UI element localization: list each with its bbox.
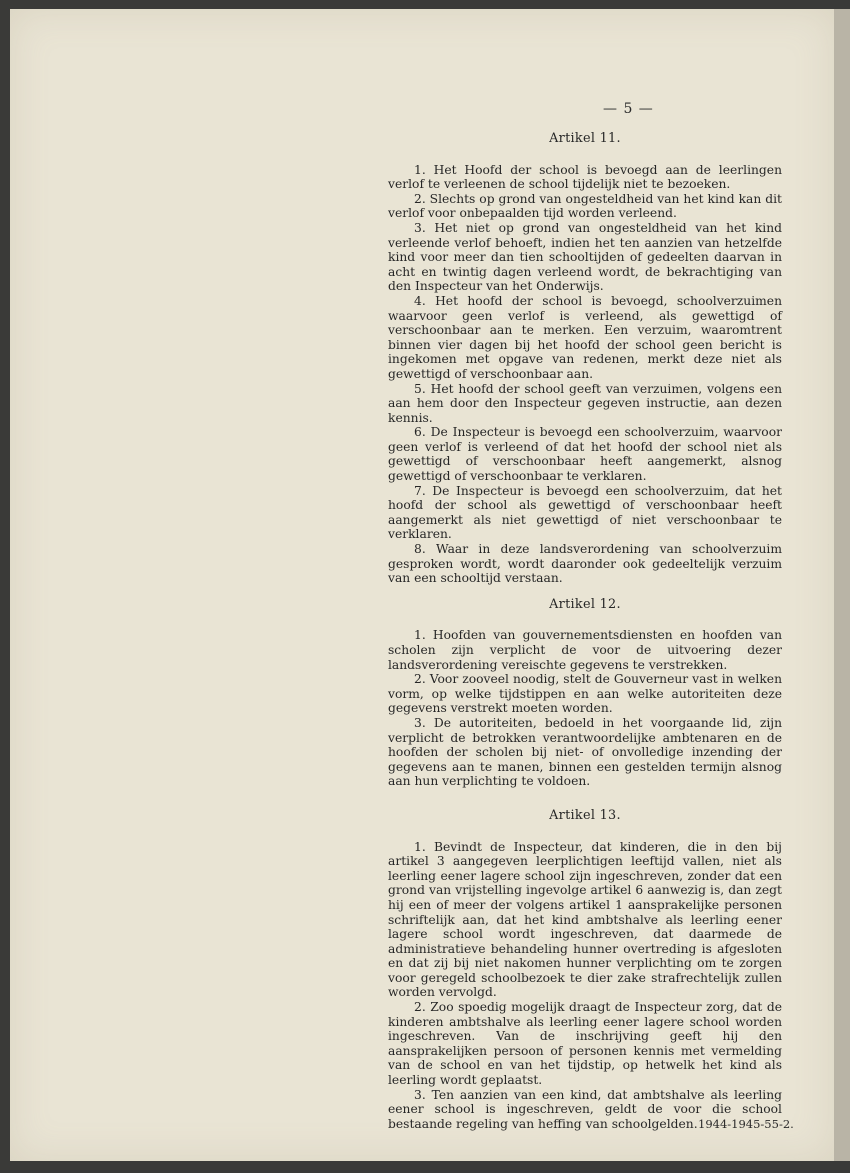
article-11-paragraph: 5. Het hoofd der school geeft van verzuimen, volgens een aan hem door den Inspecteur gegeven instructie, aan dezen kennis. (388, 381, 782, 425)
article-12-paragraph: 3. De autoriteiten, bedoeld in het voorgaande lid, zijn verplicht de betrokken verantwoordelijke ambtenaren en de hoofden der scholen bij niet- of onvolledige inzending der gegevens aan te manen, binnen een gestelden termijn alsnog aan hun verplichting te voldoen. (388, 715, 782, 789)
article-11-paragraph: 6. De Inspecteur is bevoegd een schoolverzuim, waarvoor geen verlof is verleend of dat het hoofd der school niet als gewettigd of verschoonbaar heeft aangemerkt, alsnog gewettigd of verschoonbaar te verklaren. (388, 425, 782, 484)
article-12-heading: Artikel 12. (549, 596, 621, 612)
scan-edge (834, 9, 850, 1161)
article-13-heading: Artikel 13. (549, 807, 621, 823)
article-11-paragraph: 3. Het niet op grond van ongesteldheid van het kind verleende verlof behoeft, indien het ten aanzien van hetzelfde kind voor meer dan tien schooltijden of gedeelten daarvan in acht en twintig dagen verleend wordt, de bekrachtiging van den Inspecteur van het Onderwijs. (388, 220, 782, 294)
article-13-paragraph: 2. Zoo spoedig mogelijk draagt de Inspecteur zorg, dat de kinderen ambtshalve als leerling eener lagere school worden ingeschreven. Van de inschrijving geeft hij den aansprakelijken persoon of personen kennis met vermelding van de school en van het tijdstip, op hetwelk het kind als leerling wordt geplaatst. (388, 1000, 782, 1088)
article-11-paragraph: 7. De Inspecteur is bevoegd een schoolverzuim, dat het hoofd der school als gewettigd of verschoonbaar heeft aangemerkt als niet gewettigd of niet verschoonbaar te verklaren. (388, 483, 782, 542)
text-column (388, 126, 782, 1131)
page-number: — 5 — (603, 101, 654, 117)
article-11-paragraph: 8. Waar in deze landsverordening van schoolverzuim gesproken wordt, wordt daaronder ook gedeeltelijk verzuim van een schooltijd verstaan. (388, 542, 782, 586)
article-13-paragraph: 3. Ten aanzien van een kind, dat ambtshalve als leerling eener school is ingeschreven, geldt de voor die school bestaande regeling van heffing van schoolgelden. (388, 1087, 782, 1131)
article-13-paragraph: 1. Bevindt de Inspecteur, dat kinderen, die in den bij artikel 3 aangegeven leerplichtigen leeftijd vallen, niet als leerling eener lagere school zijn ingeschreven, zonder dat een grond van vrijstelling ingevolge artikel 6 aanwezig is, dan zegt hij een of meer der volgens artikel 1 aansprakelijke personen schriftelijk aan, dat het kind ambtshalve als leerling eener lagere school wordt ingeschreven, dat daarmede de administratieve behandeling hunner overtreding is afgesloten en dat zij bij niet nakomen hunner verplichting om te zorgen voor geregeld schoolbezoek te dier zake strafrechtelijk zullen worden vervolgd. (388, 839, 782, 1000)
article-11-paragraph: 4. Het hoofd der school is bevoegd, schoolverzuimen waarvoor geen verlof is verleend, als gewettigd of verschoonbaar aan te merken. Een verzuim, waaromtrent binnen vier dagen bij het hoofd der school geen bericht is ingekomen met opgave van redenen, merkt deze niet als gewettigd of verschoonbaar aan. (388, 293, 782, 381)
article-11-paragraph: 1. Het Hoofd der school is bevoegd aan de leerlingen verlof te verleenen de school tijdelijk niet te bezoeken. (388, 162, 782, 192)
footer-code: 1944-1945-55-2. (698, 1117, 794, 1131)
article-11-paragraph: 2. Slechts op grond van ongesteldheid van het kind kan dit verlof voor onbepaalden tijd worden verleend. (388, 191, 782, 221)
article-12-paragraph: 1. Hoofden van gouvernementsdiensten en hoofden van scholen zijn verplicht de voor de uitvoering dezer landsverordening vereischte gegevens te verstrekken. (388, 628, 782, 672)
article-12-paragraph: 2. Voor zooveel noodig, stelt de Gouverneur vast in welken vorm, op welke tijdstippen en aan welke autoriteiten deze gegevens verstrekt moeten worden. (388, 672, 782, 716)
article-11-heading: Artikel 11. (549, 131, 621, 146)
